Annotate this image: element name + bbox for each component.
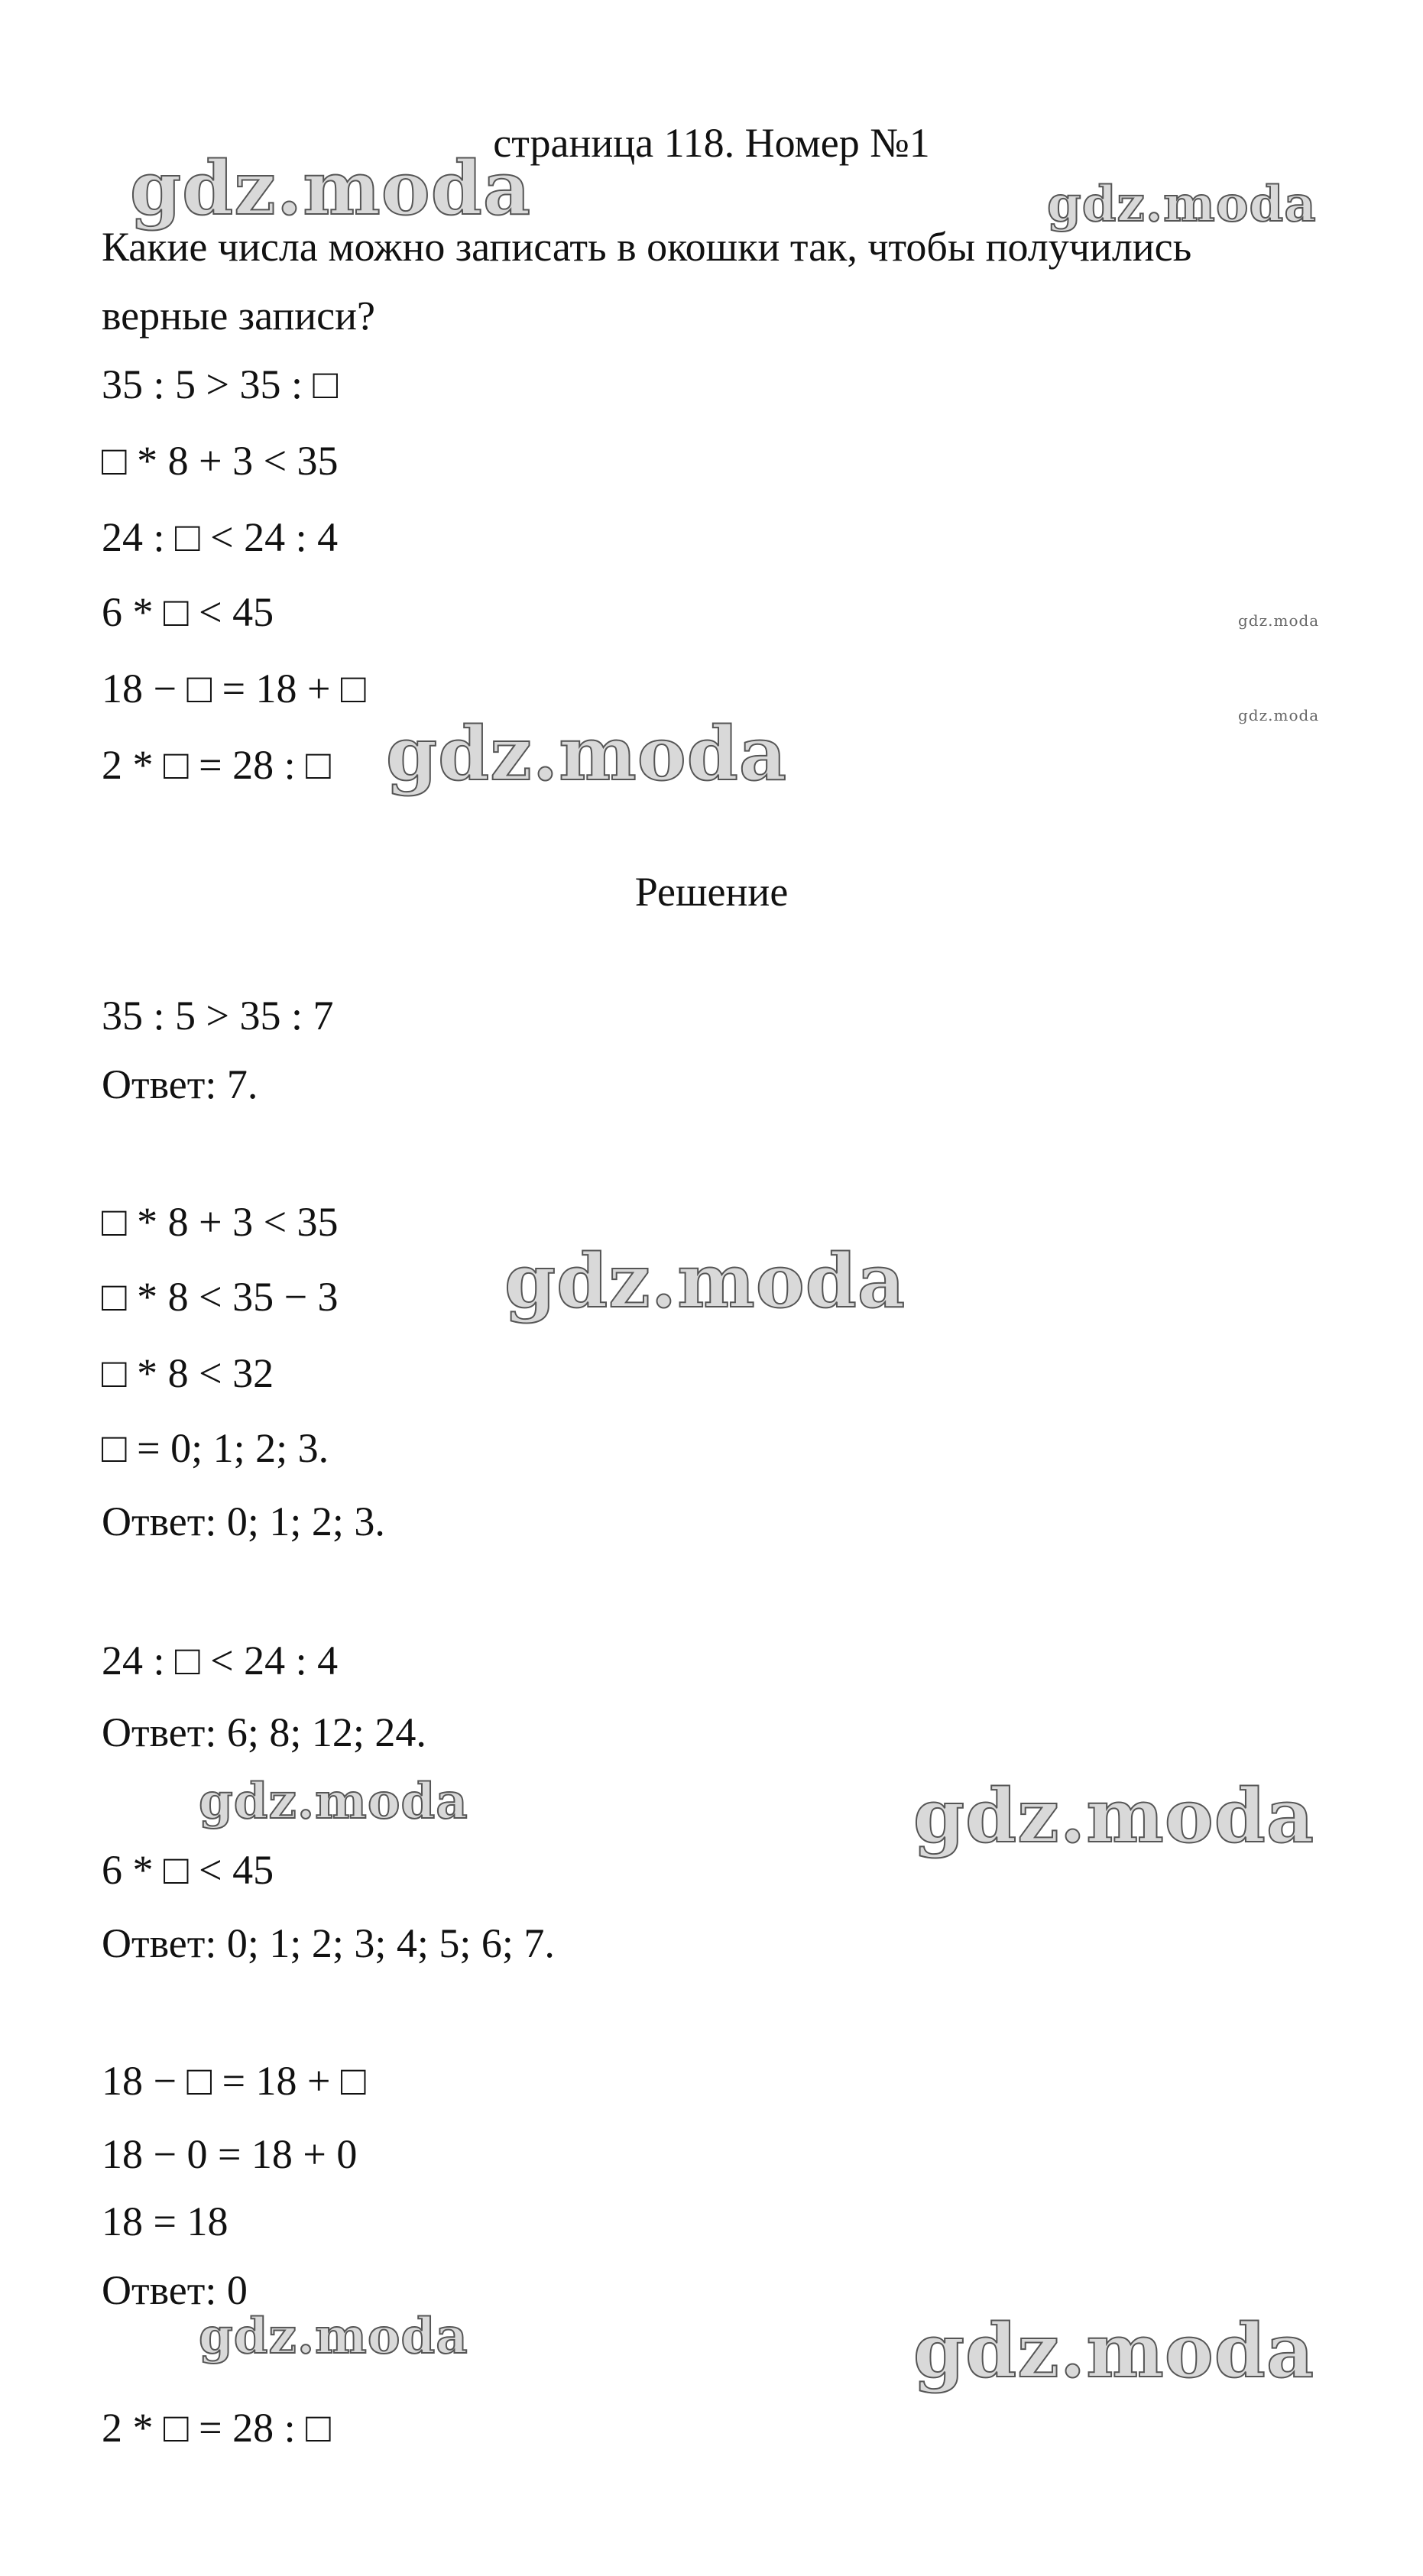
answer-line: Ответ: 0; 1; 2; 3; 4; 5; 6; 7. — [102, 1920, 555, 1966]
solution-line: 6 * □ < 45 — [102, 1847, 274, 1893]
watermark: gdz.moda — [1238, 611, 1320, 630]
task-question-line-2: верные записи? — [102, 293, 376, 339]
solution-line: 2 * □ = 28 : □ — [102, 2405, 331, 2451]
watermark: gdz.moda — [199, 2308, 468, 2365]
page-title: страница 118. Номер №1 — [493, 120, 930, 166]
watermark: gdz.moda — [504, 1238, 906, 1324]
solution-line: 18 − □ = 18 + □ — [102, 2058, 366, 2104]
task-expression: 18 − □ = 18 + □ — [102, 666, 366, 711]
answer-line: Ответ: 6; 8; 12; 24. — [102, 1709, 426, 1755]
solution-line: 18 − 0 = 18 + 0 — [102, 2131, 358, 2177]
answer-line: Ответ: 7. — [102, 1061, 258, 1107]
task-expression: 35 : 5 > 35 : □ — [102, 361, 339, 407]
task-expression: 24 : □ < 24 : 4 — [102, 514, 339, 560]
task-expression: 2 * □ = 28 : □ — [102, 742, 331, 788]
solution-line: □ * 8 < 32 — [102, 1350, 274, 1396]
solution-line: 24 : □ < 24 : 4 — [102, 1638, 339, 1683]
solution-line: □ * 8 < 35 − 3 — [102, 1274, 339, 1320]
watermark: gdz.moda — [386, 711, 788, 797]
solution-line: 18 = 18 — [102, 2199, 229, 2244]
task-expression: 6 * □ < 45 — [102, 589, 274, 635]
watermark: gdz.moda — [913, 2308, 1315, 2394]
solution-heading: Решение — [634, 869, 789, 915]
task-expression: □ * 8 + 3 < 35 — [102, 438, 339, 484]
watermark: gdz.moda — [913, 1773, 1315, 1859]
solution-line: 35 : 5 > 35 : 7 — [102, 993, 334, 1039]
task-question-line-1: Какие числа можно записать в окошки так, чтобы получились — [102, 224, 1192, 270]
solution-line: □ * 8 + 3 < 35 — [102, 1199, 339, 1245]
answer-line: Ответ: 0 — [102, 2267, 248, 2313]
answer-line: Ответ: 0; 1; 2; 3. — [102, 1499, 385, 1544]
watermark: gdz.moda — [199, 1773, 468, 1830]
watermark: gdz.moda — [1238, 706, 1320, 724]
watermark: gdz.moda — [1047, 176, 1317, 233]
watermark: gdz.moda — [130, 145, 532, 232]
solution-line: □ = 0; 1; 2; 3. — [102, 1425, 329, 1471]
